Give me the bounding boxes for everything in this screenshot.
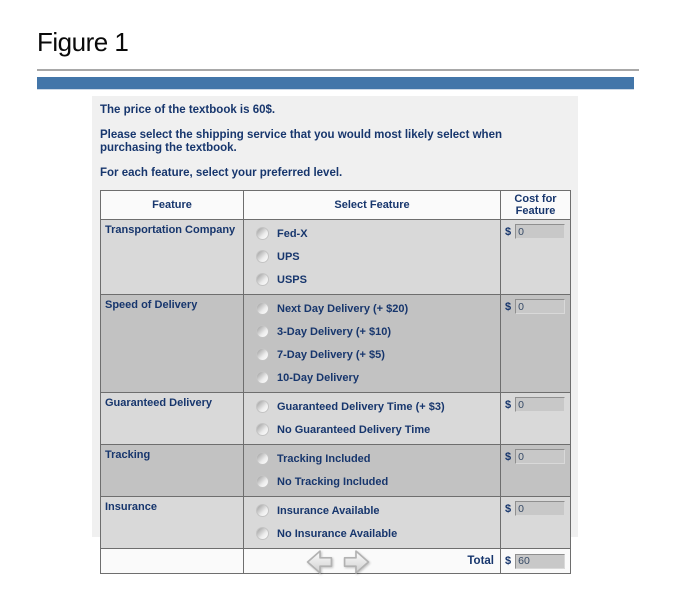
dollar-sign: $ bbox=[505, 502, 512, 515]
feature-option bbox=[256, 470, 500, 493]
radio-button[interactable] bbox=[256, 273, 269, 286]
back-button[interactable] bbox=[305, 548, 334, 576]
radio-button[interactable] bbox=[256, 325, 269, 338]
accent-bar bbox=[37, 77, 634, 90]
radio-button[interactable] bbox=[256, 504, 269, 517]
figure-title: Figure 1 bbox=[37, 27, 129, 57]
feature-option bbox=[256, 499, 500, 522]
feature-table bbox=[100, 190, 571, 574]
total-label: Total bbox=[244, 549, 501, 574]
feature-table-body bbox=[101, 220, 571, 549]
feature-option bbox=[256, 366, 500, 389]
intro-instruction-text: Please select the shipping service that you would most likely select when purchasing the textbook. bbox=[100, 129, 502, 154]
option-label: No Insurance Available bbox=[277, 527, 398, 540]
header-cost: Cost for Feature bbox=[501, 191, 571, 220]
nav-buttons bbox=[0, 548, 675, 576]
option-label: Tracking Included bbox=[277, 452, 371, 465]
arrow-right-icon bbox=[342, 548, 371, 576]
option-label: No Guaranteed Delivery Time bbox=[277, 423, 431, 436]
dollar-sign: $ bbox=[505, 225, 512, 238]
arrow-left-icon bbox=[305, 548, 334, 576]
header-row bbox=[101, 191, 571, 220]
option-label: 10-Day Delivery bbox=[277, 371, 359, 384]
radio-button[interactable] bbox=[256, 348, 269, 361]
feature-option bbox=[256, 245, 500, 268]
feature-name: Transportation Company bbox=[101, 220, 244, 295]
dollar-sign: $ bbox=[505, 555, 512, 567]
survey-panel bbox=[92, 96, 578, 567]
radio-button[interactable] bbox=[256, 400, 269, 413]
option-label: 3-Day Delivery (+ $10) bbox=[277, 325, 392, 338]
option-label: Next Day Delivery (+ $20) bbox=[277, 302, 409, 315]
dollar-sign: $ bbox=[505, 300, 512, 313]
option-label: Fed-X bbox=[277, 227, 308, 240]
feature-option bbox=[256, 320, 500, 343]
feature-name: Insurance bbox=[101, 497, 244, 549]
feature-options-cell bbox=[244, 295, 501, 393]
feature-options-cell bbox=[244, 497, 501, 549]
feature-option bbox=[256, 447, 500, 470]
feature-option bbox=[256, 222, 500, 245]
table-row bbox=[101, 393, 571, 445]
radio-button[interactable] bbox=[256, 371, 269, 384]
radio-button[interactable] bbox=[256, 250, 269, 263]
feature-options-cell bbox=[244, 445, 501, 497]
radio-button[interactable] bbox=[256, 475, 269, 488]
table-row bbox=[101, 445, 571, 497]
radio-button[interactable] bbox=[256, 527, 269, 540]
feature-options-cell bbox=[244, 393, 501, 445]
cost-cell bbox=[501, 445, 571, 497]
option-label: USPS bbox=[277, 273, 307, 286]
radio-button[interactable] bbox=[256, 302, 269, 315]
header-select-feature: Select Feature bbox=[244, 191, 501, 220]
feature-option bbox=[256, 268, 500, 291]
option-label: UPS bbox=[277, 250, 300, 263]
cost-cell bbox=[501, 295, 571, 393]
cost-cell bbox=[501, 393, 571, 445]
feature-option bbox=[256, 297, 500, 320]
cost-cell bbox=[501, 497, 571, 549]
forward-button[interactable] bbox=[342, 548, 371, 576]
feature-options-cell bbox=[244, 220, 501, 295]
table-row bbox=[101, 220, 571, 295]
dollar-sign: $ bbox=[505, 398, 512, 411]
feature-name: Guaranteed Delivery bbox=[101, 393, 244, 445]
cost-input[interactable] bbox=[515, 449, 565, 464]
table-row bbox=[101, 295, 571, 393]
divider-rule bbox=[37, 69, 639, 71]
intro-level-text: For each feature, select your preferred level. bbox=[100, 167, 343, 179]
feature-option bbox=[256, 343, 500, 366]
cost-input[interactable] bbox=[515, 501, 565, 516]
option-label: 7-Day Delivery (+ $5) bbox=[277, 348, 385, 361]
cost-cell bbox=[501, 220, 571, 295]
option-label: Guaranteed Delivery Time (+ $3) bbox=[277, 400, 445, 413]
feature-option bbox=[256, 395, 500, 418]
option-label: No Tracking Included bbox=[277, 475, 389, 488]
radio-button[interactable] bbox=[256, 452, 269, 465]
cost-input[interactable] bbox=[515, 397, 565, 412]
feature-option bbox=[256, 418, 500, 441]
radio-button[interactable] bbox=[256, 227, 269, 240]
feature-name: Speed of Delivery bbox=[101, 295, 244, 393]
table-row bbox=[101, 497, 571, 549]
radio-button[interactable] bbox=[256, 423, 269, 436]
feature-option bbox=[256, 522, 500, 545]
cost-input[interactable] bbox=[515, 224, 565, 239]
dollar-sign: $ bbox=[505, 450, 512, 463]
feature-name: Tracking bbox=[101, 445, 244, 497]
intro-price-text: The price of the textbook is 60$. bbox=[100, 104, 276, 116]
header-feature: Feature bbox=[101, 191, 244, 220]
cost-input[interactable] bbox=[515, 299, 565, 314]
option-label: Insurance Available bbox=[277, 504, 380, 517]
